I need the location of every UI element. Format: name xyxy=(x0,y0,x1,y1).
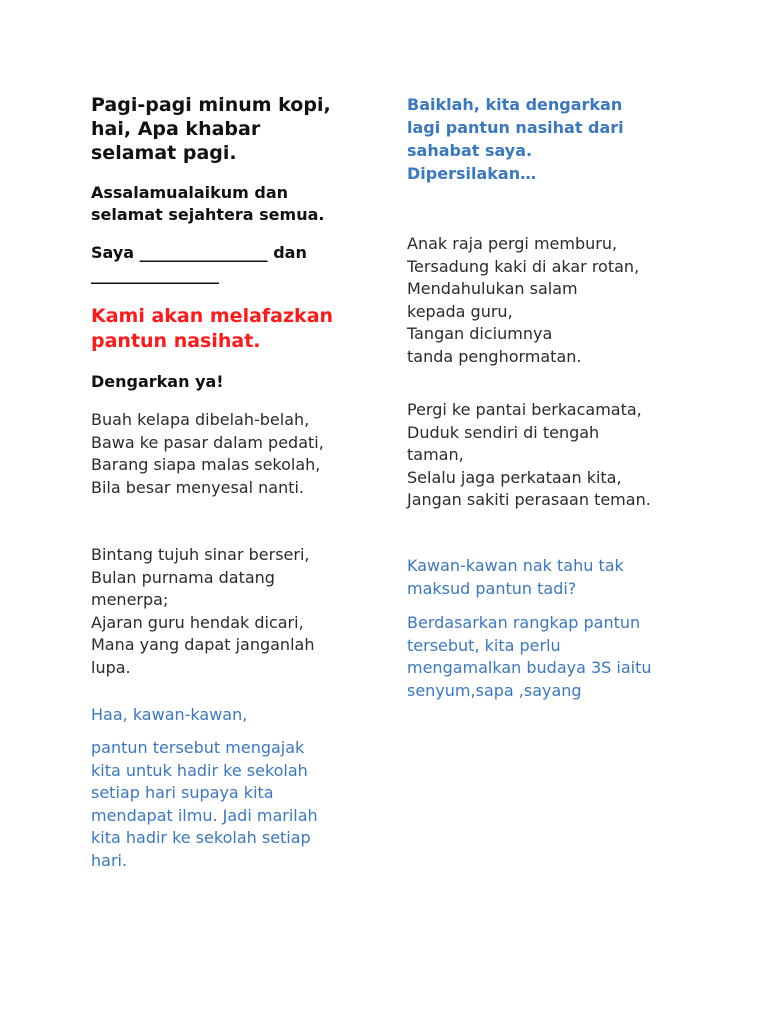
names-line-1: Saya ________________ dan xyxy=(91,243,307,262)
haa-text: Haa, kawan-kawan, xyxy=(91,705,248,724)
question-text: Kawan-kawan nak tahu tak maksud pantun tadi? xyxy=(407,556,624,598)
pantun-verse-4: Pergi ke pantai berkacamata, Duduk sendiri di tengah taman, Selalu jaga perkataan kita, Jangan sakiti perasaan teman. xyxy=(407,400,651,509)
pantun-verse-2: Bintang tujuh sinar berseri, Bulan purnama datang menerpa; Ajaran guru hendak dicari, Mana yang dapat janganlah lupa. xyxy=(91,545,315,677)
names-line-2: ________________ xyxy=(91,265,219,284)
intro-text: Baiklah, kita dengarkan lagi pantun nasihat dari sahabat saya. Dipersilakan… xyxy=(407,95,624,183)
announcement-heading: Kami akan melafazkan pantun nasihat. xyxy=(91,305,334,352)
salam-text: Assalamualaikum dan selamat sejahtera semua. xyxy=(91,183,325,224)
pantun-verse-3: Anak raja pergi memburu, Tersadung kaki di akar rotan, Mendahulukan salam kepada guru, Tangan diciumnya tanda penghormatan. xyxy=(407,234,640,366)
names-blank xyxy=(91,242,363,286)
listen-text: Dengarkan ya! xyxy=(91,372,224,391)
greeting-heading: Pagi-pagi minum kopi, hai, Apa khabar selamat pagi. xyxy=(91,94,331,164)
meaning-text: Berdasarkan rangkap pantun tersebut, kita perlu mengamalkan budaya 3S iaitu senyum,sapa ,sayang xyxy=(407,613,652,700)
explanation-text: pantun tersebut mengajak kita untuk hadir ke sekolah setiap hari supaya kita mendapat ilmu. Jadi marilah kita hadir ke sekolah setiap hari. xyxy=(91,738,318,870)
pantun-verse-1: Buah kelapa dibelah-belah, Bawa ke pasar dalam pedati, Barang siapa malas sekolah, Bila besar menyesal nanti. xyxy=(91,410,324,497)
